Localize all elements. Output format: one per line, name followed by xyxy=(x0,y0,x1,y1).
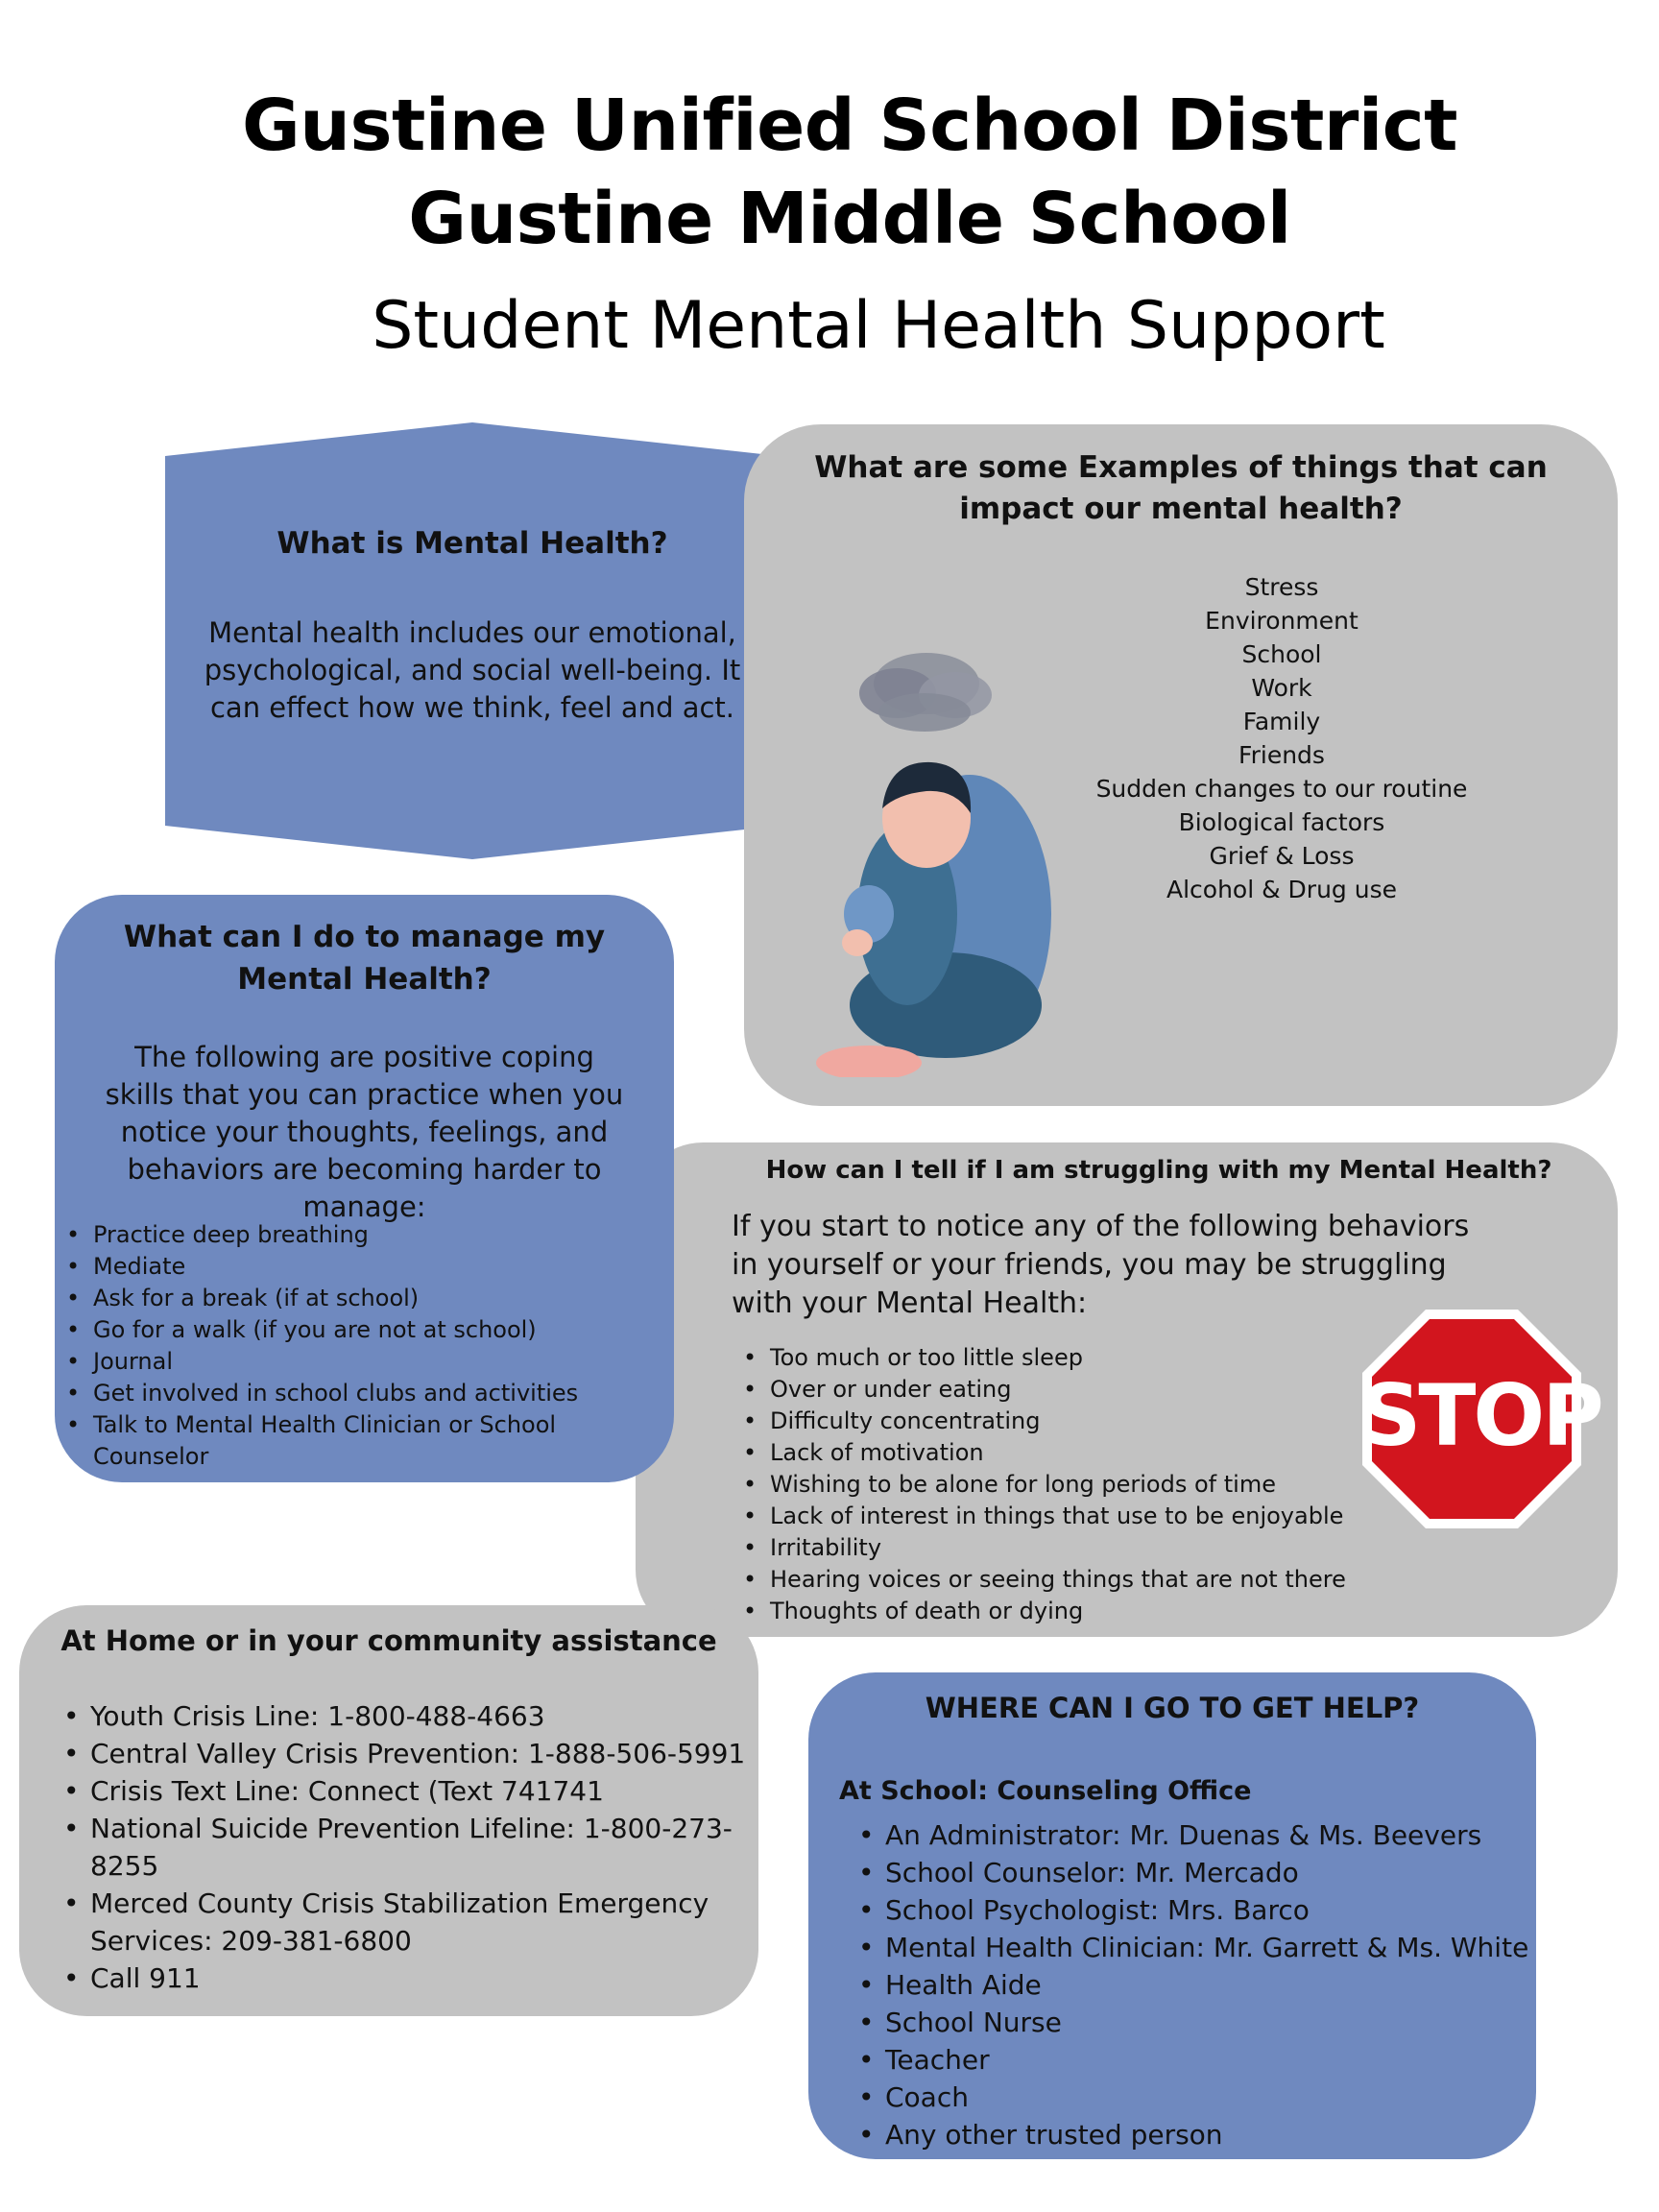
district-title: Gustine Unified School District xyxy=(242,84,1457,167)
help-contacts-list xyxy=(858,1816,1530,2153)
stop-sign-icon xyxy=(1360,1308,1601,1530)
stop-sign-text: STOP xyxy=(1360,1366,1601,1465)
community-resources-list xyxy=(63,1697,755,1997)
sad-person-illustration xyxy=(802,626,1051,1077)
help-section xyxy=(808,1672,1536,2159)
list-item: • Any other trusted person xyxy=(858,2116,1530,2153)
example-item: Sudden changes to our routine xyxy=(1095,775,1468,803)
example-item: Friends xyxy=(1238,741,1325,769)
list-item: • Get involved in school clubs and activities xyxy=(66,1378,671,1409)
struggling-section xyxy=(636,1142,1618,1637)
example-item: Environment xyxy=(1205,607,1358,635)
school-title: Gustine Middle School xyxy=(408,178,1291,260)
list-item: • Journal xyxy=(66,1346,671,1378)
list-item: • Too much or too little sleep xyxy=(743,1342,1377,1374)
list-item: • Talk to Mental Health Clinician or School Counselor xyxy=(66,1409,671,1473)
list-item: • School Counselor: Mr. Mercado xyxy=(858,1854,1530,1891)
list-item: • Ask for a break (if at school) xyxy=(66,1283,671,1314)
struggling-intro: If you start to notice any of the following behaviors in yourself or your friends, you may be struggling with your Mental Health: xyxy=(732,1210,1470,1320)
list-item: • Hearing voices or seeing things that are not there xyxy=(743,1564,1377,1596)
list-item: • Crisis Text Line: Connect (Text 741741 xyxy=(63,1772,755,1810)
list-item: • Over or under eating xyxy=(743,1374,1377,1406)
manage-section xyxy=(55,895,674,1482)
coping-skills-list xyxy=(66,1219,671,1473)
community-section xyxy=(19,1605,758,2016)
list-item: • Wishing to be alone for long periods of time xyxy=(743,1469,1377,1501)
list-item: • Youth Crisis Line: 1-800-488-4663 xyxy=(63,1697,755,1735)
example-item: Grief & Loss xyxy=(1209,842,1355,870)
list-item: • Difficulty concentrating xyxy=(743,1406,1377,1437)
list-item: • School Nurse xyxy=(858,2004,1530,2041)
what-is-title: What is Mental Health? xyxy=(276,526,668,561)
example-item: Work xyxy=(1251,674,1312,702)
list-item: • Lack of interest in things that use to be enjoyable xyxy=(743,1501,1377,1532)
help-subtitle: At School: Counseling Office xyxy=(839,1776,1252,1806)
list-item: • Merced County Crisis Stabilization Emergency Services: 209-381-6800 xyxy=(63,1885,755,1960)
examples-section xyxy=(744,424,1618,1106)
example-item: Family xyxy=(1242,708,1321,735)
rain-cloud-icon xyxy=(859,653,992,732)
example-item: School xyxy=(1241,640,1322,668)
list-item: • Go for a walk (if you are not at school) xyxy=(66,1314,671,1346)
example-item: Alcohol & Drug use xyxy=(1166,876,1397,903)
list-item: • National Suicide Prevention Lifeline: 1-800-273-8255 xyxy=(63,1810,755,1885)
list-item: • Irritability xyxy=(743,1532,1377,1564)
list-item: • Health Aide xyxy=(858,1966,1530,2004)
list-item: • School Psychologist: Mrs. Barco xyxy=(858,1891,1530,1929)
what-is-body: Mental health includes our emotional, psychological, and social well-being. It can effect how we think, feel and act. xyxy=(204,616,741,725)
examples-list xyxy=(1013,570,1551,906)
list-item: • Lack of motivation xyxy=(743,1437,1377,1469)
manage-title: What can I do to manage my Mental Health? xyxy=(123,920,606,997)
help-title: WHERE CAN I GO TO GET HELP? xyxy=(925,1692,1420,1724)
list-item: • Teacher xyxy=(858,2041,1530,2079)
list-item: • An Administrator: Mr. Duenas & Ms. Beevers xyxy=(858,1816,1530,1854)
example-item: Stress xyxy=(1244,573,1319,601)
community-title: At Home or in your community assistance xyxy=(60,1624,717,1657)
list-item: • Thoughts of death or dying xyxy=(743,1596,1377,1627)
page-subtitle: Student Mental Health Support xyxy=(372,288,1385,364)
example-item: Biological factors xyxy=(1178,808,1385,836)
what-is-section xyxy=(165,422,780,859)
list-item: • Practice deep breathing xyxy=(66,1219,671,1251)
manage-intro: The following are positive coping skills that you can practice when you notice your thoughts, feelings, and behaviors are becoming harder to manage: xyxy=(105,1041,624,1223)
list-item: • Mediate xyxy=(66,1251,671,1283)
warning-signs-list xyxy=(743,1342,1377,1627)
list-item: • Central Valley Crisis Prevention: 1-888-506-5991 xyxy=(63,1735,755,1772)
struggling-title: How can I tell if I am struggling with my Mental Health? xyxy=(765,1156,1552,1185)
list-item: • Call 911 xyxy=(63,1960,755,1997)
list-item: • Coach xyxy=(858,2079,1530,2116)
list-item: • Mental Health Clinician: Mr. Garrett & Ms. White xyxy=(858,1929,1530,1966)
examples-title: What are some Examples of things that can impact our mental health? xyxy=(814,450,1548,527)
